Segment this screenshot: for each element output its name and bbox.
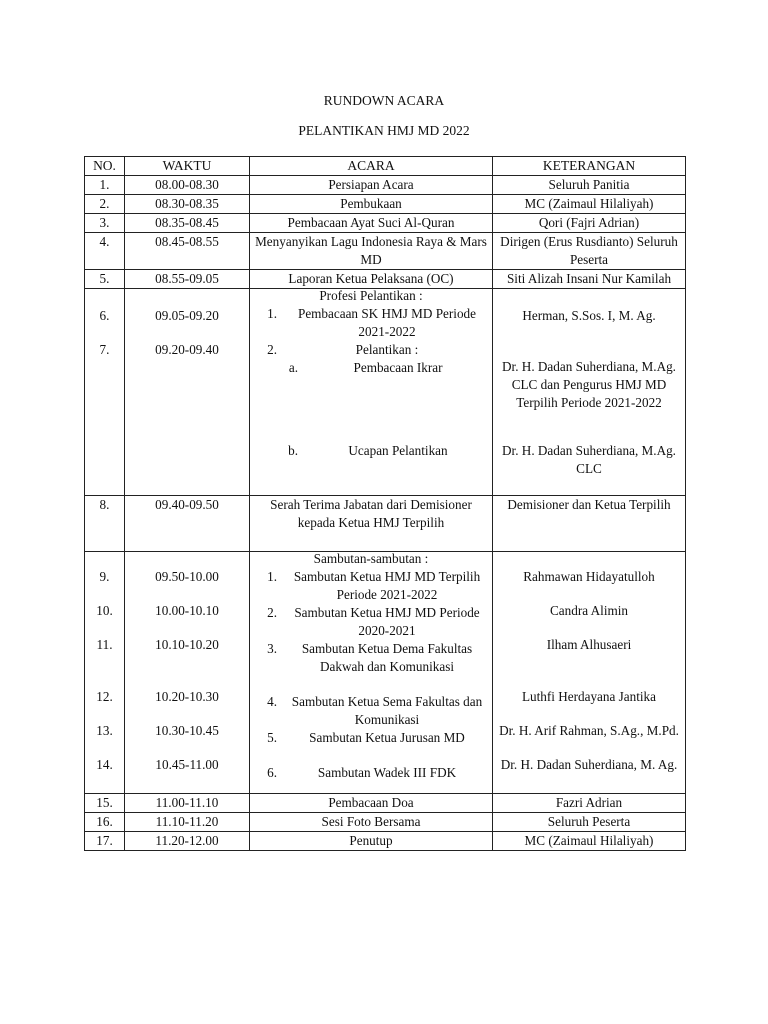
cell-acara: Penutup: [250, 832, 493, 851]
cell-keterangan: MC (Zaimaul Hilaliyah): [493, 832, 686, 851]
list-item: [253, 764, 489, 782]
table-row-sambutan: [85, 552, 686, 794]
cell-waktu: 09.40-09.50: [125, 496, 250, 552]
table-row-pelantikan: [85, 289, 686, 496]
row-waktu-7: 09.20-09.40: [155, 342, 219, 357]
row-waktu-11: 10.10-10.20: [155, 637, 219, 652]
table-row: [85, 832, 686, 851]
cell-waktu: 11.00-11.10: [125, 794, 250, 813]
list-number: 4.: [267, 694, 277, 709]
list-number: 2.: [267, 605, 277, 620]
cell-no: 1.: [85, 176, 125, 195]
table-row: [85, 813, 686, 832]
cell-acara: Laporan Ketua Pelaksana (OC): [250, 270, 493, 289]
keterangan-sk: Herman, S.Sos. I, M. Ag.: [522, 308, 656, 323]
cell-acara: Persiapan Acara: [250, 176, 493, 195]
header-no: NO.: [85, 157, 125, 176]
list-text: Sambutan Ketua Sema Fakultas dan Komunikasi: [291, 694, 483, 727]
sambutan-heading: Sambutan-sambutan :: [313, 551, 429, 566]
table-row: [85, 794, 686, 813]
cell-waktu: 08.45-08.55: [125, 233, 250, 270]
sub-list-item: [253, 442, 489, 460]
list-item: [253, 568, 489, 604]
header-keterangan: KETERANGAN: [493, 157, 686, 176]
table-row: [85, 195, 686, 214]
table-row: [85, 176, 686, 195]
header-waktu: WAKTU: [125, 157, 250, 176]
cell-waktu: [125, 552, 250, 794]
keterangan-10: Candra Alimin: [549, 603, 629, 618]
table-header-row: [85, 157, 686, 176]
cell-acara: Serah Terima Jabatan dari Demisioner kepada Ketua HMJ Terpilih: [250, 496, 493, 552]
cell-no: 16.: [85, 813, 125, 832]
keterangan-13: Dr. H. Arif Rahman, S.Ag., M.Pd.: [499, 723, 679, 738]
cell-no: 3.: [85, 214, 125, 233]
row-waktu-14: 10.45-11.00: [155, 757, 219, 772]
list-text: Pelantikan :: [355, 342, 419, 357]
list-item: [253, 341, 489, 359]
cell-acara: [250, 289, 493, 496]
row-no-14: 14.: [96, 757, 113, 772]
cell-acara: Menyanyikan Lagu Indonesia Raya & Mars MD: [250, 233, 493, 270]
cell-no: 15.: [85, 794, 125, 813]
cell-keterangan: [493, 289, 686, 496]
list-number: 5.: [267, 730, 277, 745]
list-number: 1.: [267, 569, 277, 584]
rundown-table: [84, 156, 686, 851]
cell-keterangan: Seluruh Peserta: [493, 813, 686, 832]
table-row: [85, 214, 686, 233]
cell-no: 4.: [85, 233, 125, 270]
table-row: [85, 496, 686, 552]
sub-list-letter: b.: [288, 443, 298, 458]
list-item: [253, 729, 489, 747]
sub-list-letter: a.: [288, 360, 298, 375]
list-text: Sambutan Ketua Jurusan MD: [309, 730, 465, 745]
table-row: [85, 270, 686, 289]
keterangan-ucapan: Dr. H. Dadan Suherdiana, M.Ag. CLC: [502, 443, 676, 476]
cell-waktu: 11.20-12.00: [125, 832, 250, 851]
cell-acara: Pembacaan Doa: [250, 794, 493, 813]
cell-waktu: 11.10-11.20: [125, 813, 250, 832]
document-subtitle: PELANTIKAN HMJ MD 2022: [298, 123, 470, 138]
cell-keterangan: MC (Zaimaul Hilaliyah): [493, 195, 686, 214]
document-title: RUNDOWN ACARA: [323, 93, 445, 108]
list-number: 1.: [267, 306, 277, 321]
row-no-13: 13.: [96, 723, 113, 738]
keterangan-14: Dr. H. Dadan Suherdiana, M. Ag.: [500, 757, 678, 772]
sub-list-text: Ucapan Pelantikan: [348, 443, 448, 458]
row-waktu-13: 10.30-10.45: [155, 723, 219, 738]
list-text: Sambutan Ketua HMJ MD Periode 2020-2021: [294, 605, 480, 638]
sub-list-item: [253, 359, 489, 377]
keterangan-12: Luthfi Herdayana Jantika: [521, 689, 657, 704]
keterangan-ikrar: Dr. H. Dadan Suherdiana, M.Ag. CLC dan Pengurus HMJ MD Terpilih Periode 2021-2022: [502, 359, 676, 410]
cell-waktu: 08.00-08.30: [125, 176, 250, 195]
cell-acara: Sesi Foto Bersama: [250, 813, 493, 832]
cell-acara: Pembukaan: [250, 195, 493, 214]
list-item: [253, 305, 489, 341]
row-no-9: 9.: [99, 569, 110, 584]
pelantikan-heading: Profesi Pelantikan :: [319, 288, 423, 303]
list-text: Pembacaan SK HMJ MD Periode 2021-2022: [297, 306, 476, 339]
header-acara: ACARA: [250, 157, 493, 176]
cell-keterangan: Siti Alizah Insani Nur Kamilah: [493, 270, 686, 289]
row-waktu-6: 09.05-09.20: [155, 308, 219, 323]
row-waktu-10: 10.00-10.10: [155, 603, 219, 618]
cell-acara: Pembacaan Ayat Suci Al-Quran: [250, 214, 493, 233]
cell-no: 5.: [85, 270, 125, 289]
cell-no: [85, 289, 125, 496]
cell-keterangan: Demisioner dan Ketua Terpilih: [493, 496, 686, 552]
cell-no: 8.: [85, 496, 125, 552]
cell-waktu: 08.30-08.35: [125, 195, 250, 214]
cell-keterangan: Seluruh Panitia: [493, 176, 686, 195]
list-number: 3.: [267, 641, 277, 656]
row-no-11: 11.: [96, 637, 113, 652]
row-no-7: 7.: [99, 342, 110, 357]
keterangan-9: Rahmawan Hidayatulloh: [523, 569, 655, 584]
list-item: [253, 640, 489, 676]
cell-acara: [250, 552, 493, 794]
list-text: Sambutan Wadek III FDK: [317, 765, 457, 780]
cell-waktu: [125, 289, 250, 496]
list-text: Sambutan Ketua HMJ MD Terpilih Periode 2021-2022: [293, 569, 481, 602]
table-row: [85, 233, 686, 270]
row-waktu-12: 10.20-10.30: [155, 689, 219, 704]
cell-keterangan: Fazri Adrian: [493, 794, 686, 813]
cell-waktu: 08.35-08.45: [125, 214, 250, 233]
list-number: 6.: [267, 765, 277, 780]
cell-keterangan: Dirigen (Erus Rusdianto) Seluruh Peserta: [493, 233, 686, 270]
keterangan-11: Ilham Alhusaeri: [546, 637, 632, 652]
cell-waktu: 08.55-09.05: [125, 270, 250, 289]
row-no-10: 10.: [96, 603, 113, 618]
cell-no: 2.: [85, 195, 125, 214]
list-number: 2.: [267, 342, 277, 357]
list-item: [253, 693, 489, 729]
cell-keterangan: [493, 552, 686, 794]
cell-keterangan: Qori (Fajri Adrian): [493, 214, 686, 233]
row-no-12: 12.: [96, 689, 113, 704]
list-item: [253, 604, 489, 640]
cell-no: 17.: [85, 832, 125, 851]
row-no-6: 6.: [99, 308, 110, 323]
cell-no: [85, 552, 125, 794]
row-waktu-9: 09.50-10.00: [155, 569, 219, 584]
list-text: Sambutan Ketua Dema Fakultas Dakwah dan Komunikasi: [301, 641, 473, 674]
sub-list-text: Pembacaan Ikrar: [353, 360, 443, 375]
